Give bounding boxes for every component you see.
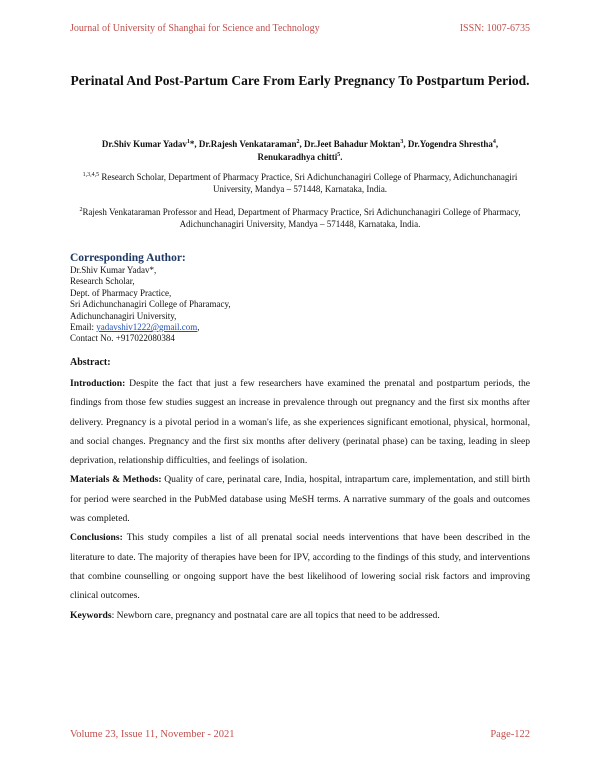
journal-name: Journal of University of Shanghai for Science and Technology	[70, 23, 320, 34]
page-number: Page-122	[490, 729, 530, 740]
author-3-affiliation: 3	[400, 139, 404, 145]
corresponding-author-block	[70, 265, 231, 345]
corresponding-email-line	[70, 322, 231, 333]
author-5-affiliation: 5	[337, 152, 341, 158]
methods-paragraph	[70, 470, 530, 528]
author-list: Dr.Shiv Kumar Yadav$^1$*, Dr.Rajesh Venkataraman$^2$, Dr.Jeet Bahadur Moktan$^3$, Dr.Yogendra Shrestha$^4$, Renukaradhya chitti$^5$.	[101, 139, 499, 162]
corresponding-author-heading: Corresponding Author:	[70, 252, 186, 264]
email-suffix: ,	[197, 322, 200, 333]
author-2-affiliation: 2	[296, 139, 300, 145]
introduction-paragraph	[70, 374, 530, 470]
abstract-heading: Abstract:	[70, 357, 111, 368]
author-1-affiliation: 1	[186, 139, 190, 145]
volume-issue: Volume 23, Issue 11, November - 2021	[70, 729, 235, 740]
affiliation-1-text: Research Scholar, Department of Pharmacy Practice, Sri Adichunchanagiri College of Pharmacy, Adichunchanagiri University, Mandya – 571448, Karnataka, India.	[101, 172, 518, 194]
issn: ISSN: 1007-6735	[459, 23, 530, 34]
affiliation-2-text: Rajesh Venkataraman Professor and Head, Department of Pharmacy Practice, Sri Adichunchanagiri College of Pharmacy, Adichunchanagiri University, Mandya – 571448, Karnataka, India.	[82, 207, 521, 229]
corresponding-name: Dr.Shiv Kumar Yadav*,	[70, 265, 157, 275]
author-5: Renukaradhya chitti	[257, 152, 338, 162]
author-1: Dr.Shiv Kumar Yadav	[101, 139, 187, 149]
corresponding-university: Adichunchanagiri University,	[70, 310, 177, 321]
conclusions-label: Conclusions:	[70, 532, 123, 544]
author-4-affiliation: 4	[492, 139, 496, 145]
affiliation-2-marker: 2	[79, 207, 83, 213]
author-4: Dr.Yogendra Shrestha	[407, 139, 493, 149]
corresponding-dept: Dept. of Pharmacy Practice,	[70, 287, 172, 298]
keywords-label: Keywords	[70, 609, 112, 621]
author-2: Dr.Rajesh Venkataraman	[198, 139, 297, 149]
methods-text: Quality of care, perinatal care, India, hospital, intrapartum care, implementation, and still birth for period were searched in the PubMed database using MeSH terms. A narrative summary of the goals and outcomes was completed.	[70, 474, 530, 525]
introduction-text: Despite the fact that just a few researchers have examined the prenatal and postpartum periods, the findings from those few studies suggest an increase in prevalence through out pregnancy and the first six months after delivery. Pregnancy is a pivotal period in a woman's life, as she experiences significant emotional, physical, hormonal, and social changes. Pregnancy and the first six months after delivery (perinatal phase) can be taxing, leading in sleep deprivation, relationship difficulties, and feelings of isolation.	[70, 378, 530, 467]
conclusions-paragraph	[70, 528, 530, 605]
corresponding-contact: Contact No. +917022080384	[70, 333, 175, 344]
conclusions-text: This study compiles a list of all prenatal social needs interventions that have been described in the literature to date. The majority of therapies have been for IPV, according to the findings of this study, and interventions that combine counselling or ongoing support have the best likelihood of lowering social risk factors and improving clinical outcomes.	[70, 532, 530, 602]
corresponding-college: Sri Adichunchanagiri College of Pharamacy,	[70, 299, 231, 310]
keywords-text: : Newborn care, pregnancy and postnatal care are all topics that need to be addressed.	[111, 609, 440, 621]
email-label: Email:	[70, 322, 97, 333]
abstract-body	[70, 374, 530, 625]
paper-title: Perinatal And Post-Partum Care From Early Pregnancy To Postpartum Period.	[70, 73, 530, 88]
corresponding-marker: *	[189, 139, 195, 149]
email-link[interactable]: yadavshiv1222@gmail.com	[96, 322, 198, 333]
methods-label: Materials & Methods:	[70, 474, 162, 486]
affiliation-2	[70, 206, 530, 230]
keywords-paragraph	[70, 606, 530, 625]
author-3: Dr.Jeet Bahadur Moktan	[304, 139, 401, 149]
corresponding-role: Research Scholar,	[70, 276, 135, 287]
introduction-label: Introduction:	[70, 378, 126, 389]
affiliation-1-marker: 1,3,4,5	[82, 172, 100, 178]
affiliation-1	[70, 171, 530, 195]
